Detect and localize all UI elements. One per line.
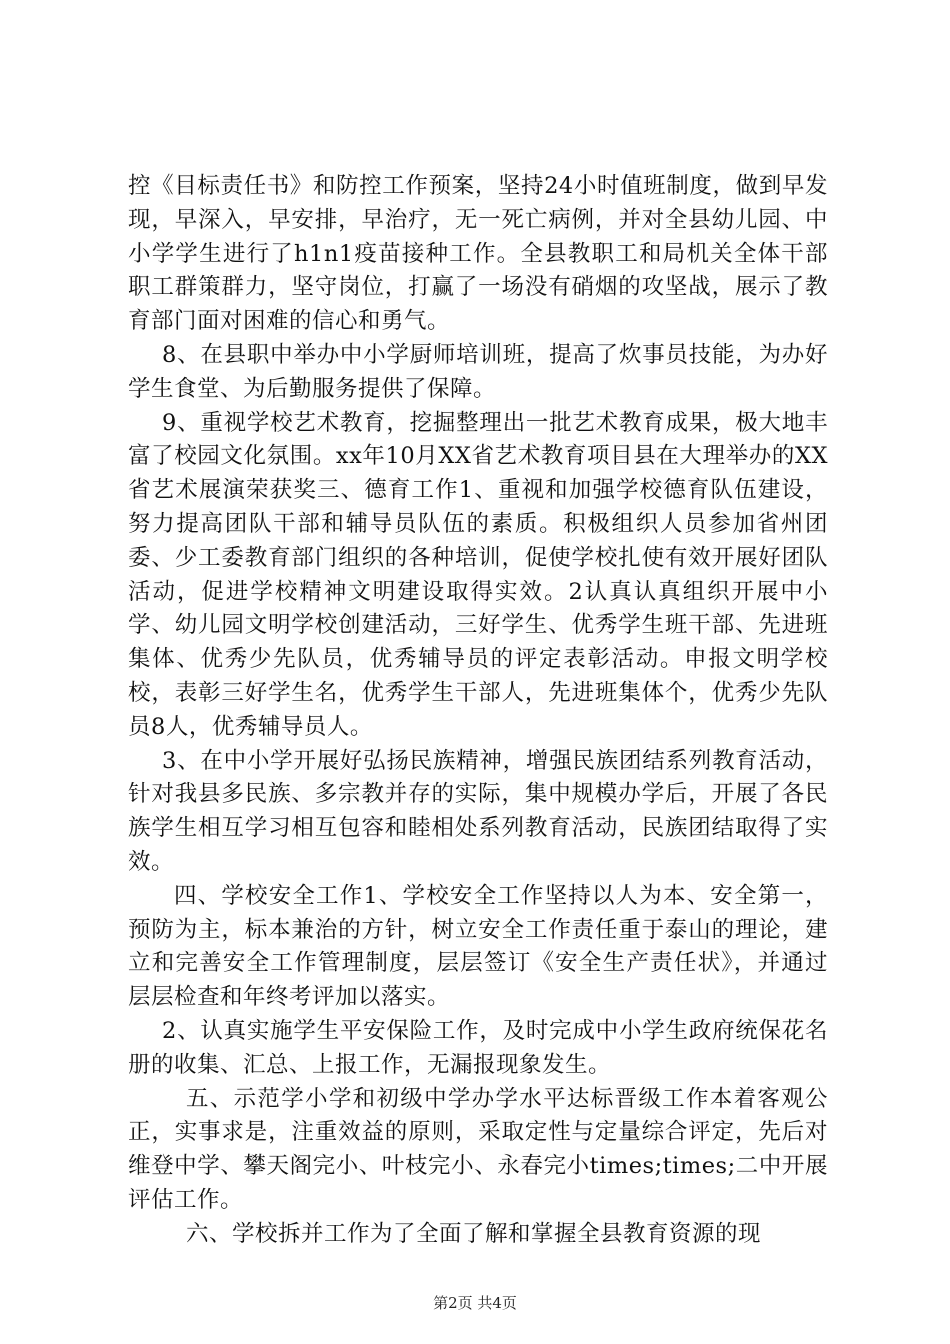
- paragraph-student-insurance: 2、认真实施学生平安保险工作，及时完成中小学生政府统保花名册的收集、汇总、上报工作，无漏报现象发生。: [128, 1017, 828, 1078]
- document-body: [128, 170, 828, 1252]
- paragraph-school-safety: 四、学校安全工作1、学校安全工作坚持以人为本、安全第一，预防为主，标本兼治的方针，树立安全工作责任重于泰山的理论，建立和完善安全工作管理制度，层层签订《安全生产责任状》，并通过层层检查和年终考评加以落实。: [128, 882, 828, 1011]
- page-number-footer: 第2页 共4页: [433, 1294, 517, 1312]
- paragraph-epidemic-control: 控《目标责任书》和防控工作预案，坚持24小时值班制度，做到早发现，早深入，早安排，早治疗，无一死亡病例，并对全县幼儿园、中小学学生进行了h1n1疫苗接种工作。全县教职工和局机关全体干部职工群策群力，坚守岗位，打赢了一场没有硝烟的攻坚战，展示了教育部门面对困难的信心和勇气。: [128, 173, 828, 335]
- paragraph-school-evaluation: 五、示范学小学和初级中学办学水平达标晋级工作本着客观公正，实事求是，注重效益的原则，采取定性与定量综合评定，先后对维登中学、攀天阁完小、叶枝完小、永春完小times;times;二中开展评估工作。: [128, 1085, 828, 1213]
- paragraph-cook-training: 8、在县职中举办中小学厨师培训班，提高了炊事员技能，为办好学生食堂、为后勤服务提供了保障。: [128, 341, 828, 402]
- paragraph-ethnic-unity: 3、在中小学开展好弘扬民族精神，增强民族团结系列教育活动，针对我县多民族、多宗教并存的实际，集中规模办学后，开展了各民族学生相互学习相互包容和睦相处系列教育活动，民族团结取得了实效。: [128, 747, 828, 875]
- paragraph-school-merger: 六、学校拆并工作为了全面了解和掌握全县教育资源的现: [186, 1220, 762, 1247]
- paragraph-art-education-moral-work: 9、重视学校艺术教育，挖掘整理出一批艺术教育成果，极大地丰富了校园文化氛围。xx年10月XX省艺术教育项目县在大理举办的XX省艺术展演荣获奖三、德育工作1、重视和加强学校德育队伍建设，努力提高团队干部和辅导员队伍的素质。积极组织人员参加省州团委、少工委教育部门组织的各种培训，促使学校扎使有效开展好团队活动，促进学校精神文明建设取得实效。2认真认真组织开展中小学、幼儿园文明学校创建活动，三好学生、优秀学生班干部、先进班集体、优秀少先队员，优秀辅导员的评定表彰活动。申报文明学校校，表彰三好学生名，优秀学生干部人，先进班集体个，优秀少先队员8人，优秀辅导员人。: [128, 409, 828, 740]
